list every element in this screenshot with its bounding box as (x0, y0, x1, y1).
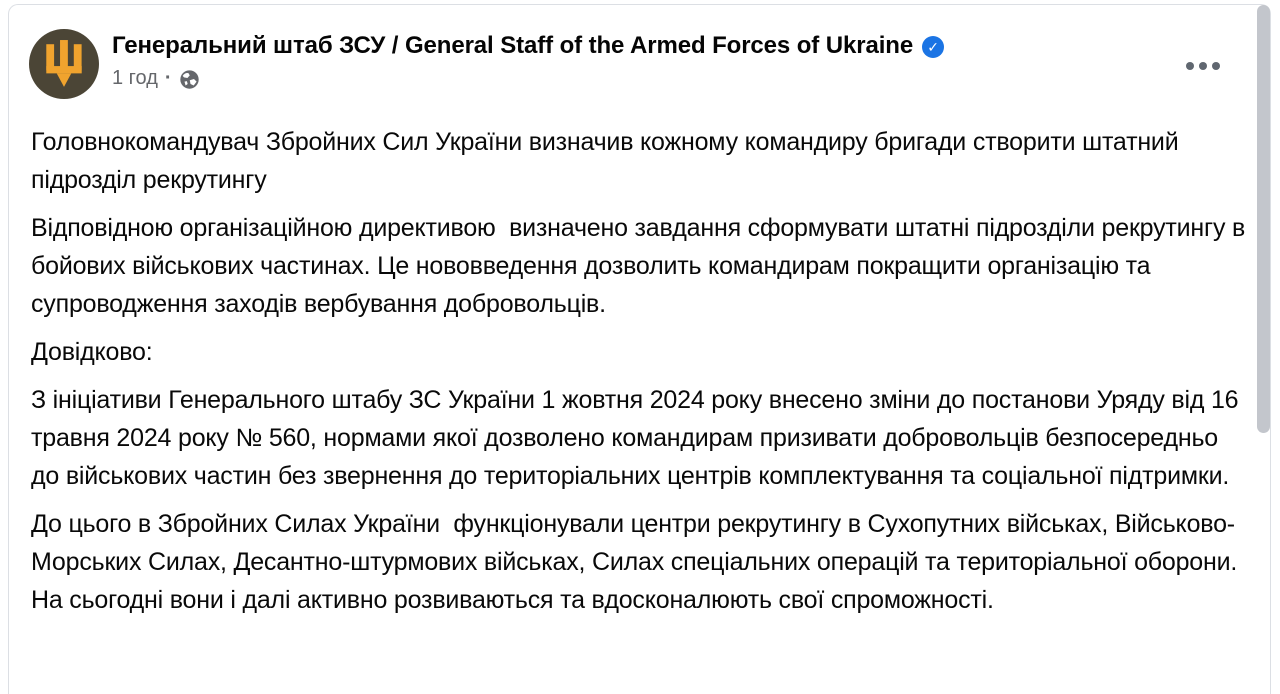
post-paragraph: Відповідною організаційною директивою визначено завдання сформувати штатні підрозділи рекрутингу в бойових військових частинах. Це нововведення дозволить командирам покращити організацію та супроводження заходів вербування добровольців. (31, 214, 1252, 318)
meta-separator: · (164, 67, 172, 89)
header-text (112, 29, 944, 90)
trident-icon (45, 39, 83, 89)
post-meta[interactable] (112, 67, 944, 90)
post-header (9, 5, 1270, 99)
verified-badge-icon: ✓ (922, 36, 944, 58)
page-name-link[interactable]: Генеральний штаб ЗСУ / General Staff of the Armed Forces of Ukraine (112, 32, 914, 59)
globe-icon (179, 67, 200, 90)
dot (1199, 62, 1207, 70)
post-paragraph: Головнокомандувач Збройних Сил України визначив кожному командиру бригади створити штатний підрозділ рекрутингу (31, 128, 1186, 194)
post-body (9, 99, 1270, 619)
post-card (8, 4, 1271, 694)
dot (1212, 62, 1220, 70)
post-paragraph: Довідково: (31, 338, 153, 366)
post-paragraph: До цього в Збройних Силах України функціонували центри рекрутингу в Сухопутних військах, Військово-Морських Силах, Десантно-штурмових військах, Силах спеціальних операцій та територіальної оборони. На сьогодні вони і далі активно розвиваються та вдосконалюють свої спроможності. (31, 510, 1244, 614)
scrollbar-thumb[interactable] (1257, 5, 1270, 433)
post-timestamp[interactable]: 1 год (112, 67, 158, 89)
post-paragraph: З ініціативи Генерального штабу ЗС України 1 жовтня 2024 року внесено зміни до постанови Уряду від 16 травня 2024 року № 560, нормами якої дозволено командирам призивати добровольців безпосередньо до військових частин без звернення до територіальних центрів комплектування та соціальної підтримки. (31, 386, 1246, 490)
page-avatar[interactable] (29, 29, 99, 99)
dot (1186, 62, 1194, 70)
post-options-button[interactable] (1182, 58, 1224, 74)
